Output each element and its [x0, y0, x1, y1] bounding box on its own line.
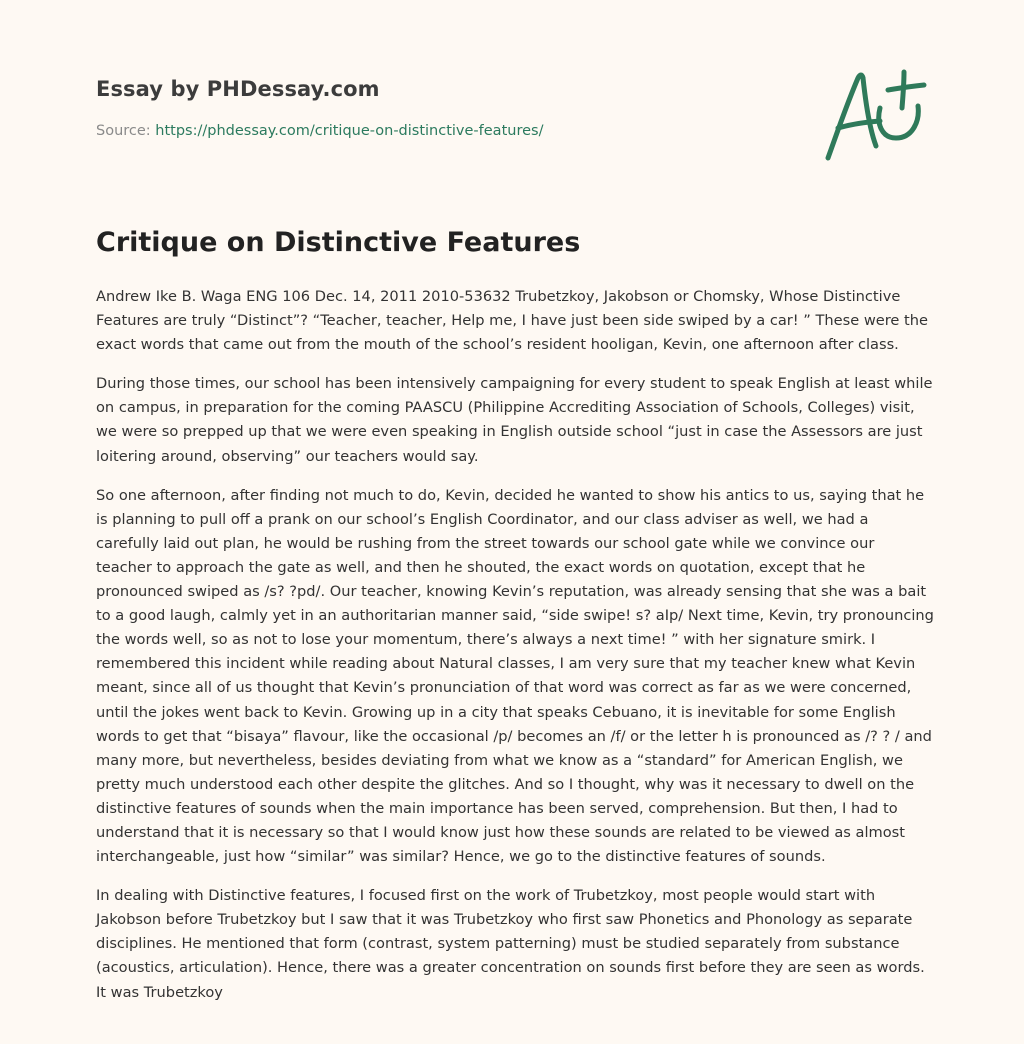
- essay-paragraph: Andrew Ike B. Waga ENG 106 Dec. 14, 2011 2010-53632 Trubetzkoy, Jakobson or Chomsky, Whose Distinctive Features are truly “Distinct”? “Teacher, teacher, Help me, I have just been side swiped by a car! ” These were the exact words that came out from the mouth of the school’s resident hooligan, Kevin, one afternoon after class.: [96, 288, 928, 354]
- essay-body: [96, 285, 934, 1020]
- source-link[interactable]: https://phdessay.com/critique-on-distinctive-features/: [155, 123, 544, 139]
- essay-paragraph: In dealing with Distinctive features, I focused first on the work of Trubetzkoy, most people would start with Jakobson before Trubetzkoy but I saw that it was Trubetzkoy who first saw Phonetics and Phonology as separate disciplines. He mentioned that form (contrast, system patterning) must be studied separately from substance (acoustics, articulation). Hence, there was a greater concentration on sounds first before they are seen as words. It was Trubetzkoy: [96, 887, 925, 1001]
- site-title: Essay by PHDessay.com: [96, 77, 380, 101]
- essay-title: Critique on Distinctive Features: [96, 227, 581, 258]
- a-plus-grade-icon: [818, 66, 930, 166]
- source-line: [96, 123, 543, 139]
- essay-paragraph: During those times, our school has been intensively campaigning for every student to speak English at least while on campus, in preparation for the coming PAASCU (Philippine Accrediting Association of Schools, Colleges) visit, we were so prepped up that we were even speaking in English outside school “just in case the Assessors are just loitering around, observing” our teachers would say.: [96, 375, 933, 465]
- essay-paragraph: So one afternoon, after finding not much to do, Kevin, decided he wanted to show his antics to us, saying that he is planning to pull off a prank on our school’s English Coordinator, and our class adviser as well, we had a carefully laid out plan, he would be rushing from the street towards our school gate while we convince our teacher to approach the gate as well, and then he shouted, the exact words on quotation, except that he pronounced swiped as /s? ?pd/. Our teacher, knowing Kevin’s reputation, was already sensing that she was a bait to a good laugh, calmly yet in an authoritarian manner said, “side swipe! s? aIp/ Next time, Kevin, try pronouncing the words well, so as not to lose your momentum, there’s always a next time! ” with her signature smirk. I remembered this incident while reading about Natural classes, I am very sure that my teacher knew what Kevin meant, since all of us thought that Kevin’s pronunciation of that word was correct as far as we were concerned, until the jokes went back to Kevin. Growing up in a city that speaks Cebuano, it is inevitable for some English words to get that “bisaya” flavour, like the occasional /p/ becomes an /f/ or the letter h is pronounced as /? ? / and many more, but nevertheless, besides deviating from what we know as a “standard” for American English, we pretty much understood each other despite the glitches. And so I thought, why was it necessary to dwell on the distinctive features of sounds when the main importance has been served, comprehension. But then, I had to understand that it is necessary so that I would know just how these sounds are related to be viewed as almost interchangeable, just how “similar” was similar? Hence, we go to the distinctive features of sounds.: [96, 486, 934, 866]
- source-label: Source:: [96, 123, 151, 139]
